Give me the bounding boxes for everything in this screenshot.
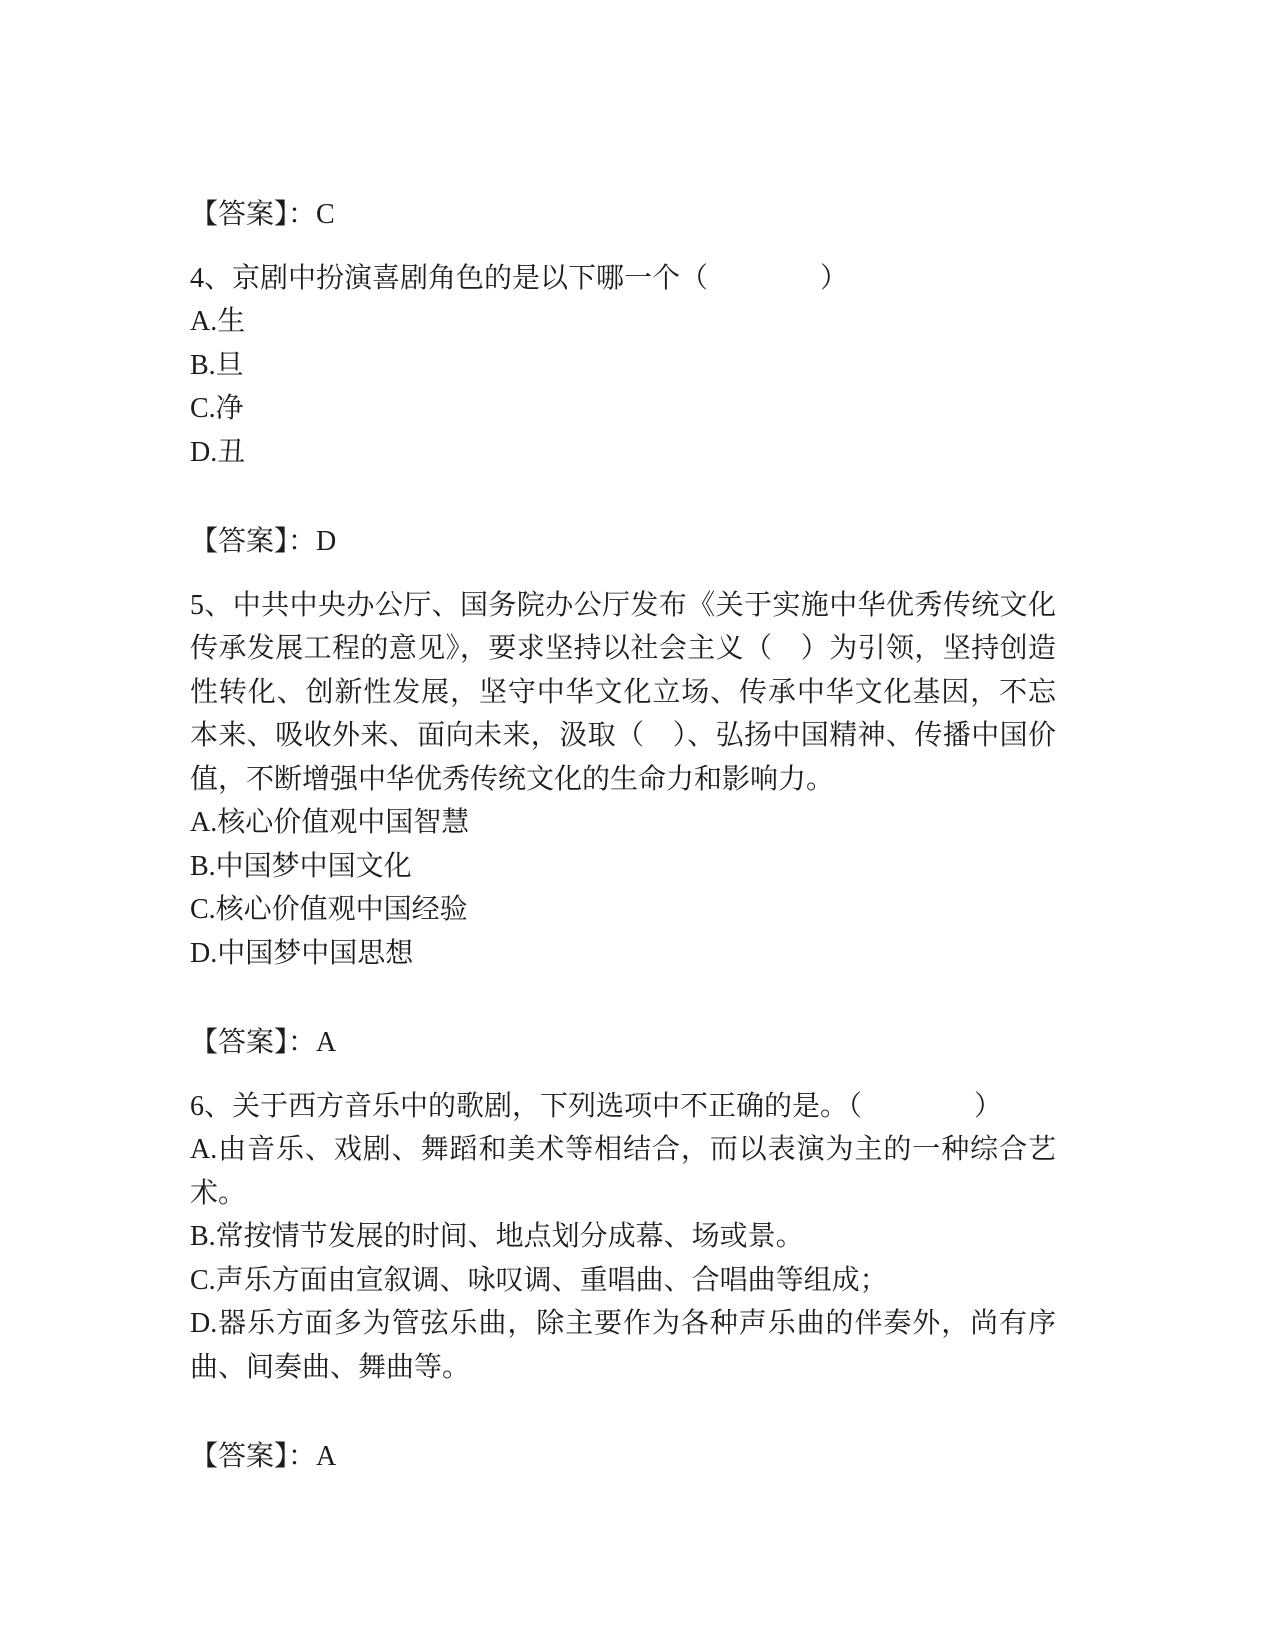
answer-line-q5: 【答案】：A <box>190 1027 337 1058</box>
question-4-option-b: B.旦 <box>190 349 244 381</box>
question-6-stem: 6、关于西方音乐中的歌剧，下列选项中不正确的是。（ ） <box>190 1090 1003 1122</box>
question-5-option-c: C.核心价值观中国经验 <box>190 894 468 925</box>
question-5 <box>190 584 1056 976</box>
question-4-option-c: C.净 <box>190 393 244 424</box>
question-4-option-d: D.丑 <box>190 436 246 468</box>
question-4-option-a: A.生 <box>190 306 246 337</box>
question-6 <box>190 1085 1056 1390</box>
question-6-option-d: D.器乐方面多为管弦乐曲，除主要作为各种声乐曲的伴奏外，尚有序曲、间奏曲、舞曲等。 <box>190 1308 1056 1383</box>
question-5-option-d: D.中国梦中国思想 <box>190 937 414 969</box>
question-6-option-a: A.由音乐、戏剧、舞蹈和美术等相结合，而以表演为主的一种综合艺术。 <box>190 1134 1056 1209</box>
answer-line-q6: 【答案】：A <box>190 1441 337 1472</box>
question-4 <box>190 257 1056 475</box>
question-6-option-c: C.声乐方面由宣叙调、咏叹调、重唱曲、合唱曲等组成； <box>190 1264 888 1296</box>
question-5-stem: 5、中共中央办公厅、国务院办公厅发布《关于实施中华优秀传统文化传承发展工程的意见》，要求坚持以社会主义（ ）为引领，坚持创造性转化、创新性发展，坚守中华文化立场、传承中华文化基因，不忘本来、吸收外来、面向未来，汲取（ ）、弘扬中国精神、传播中国价值，不断增强中华优秀传统文化的生命力和影响力。 <box>190 589 1056 795</box>
answer-line-q3: 【答案】：C <box>190 199 335 230</box>
answer-line-q4: 【答案】：D <box>190 526 337 557</box>
question-6-option-b: B.常按情节发展的时间、地点划分成幕、场或景。 <box>190 1221 804 1252</box>
question-4-stem: 4、京剧中扮演喜剧角色的是以下哪一个（ ） <box>190 262 849 294</box>
question-5-option-b: B.中国梦中国文化 <box>190 850 412 882</box>
question-5-option-a: A.核心价值观中国智慧 <box>190 807 470 838</box>
